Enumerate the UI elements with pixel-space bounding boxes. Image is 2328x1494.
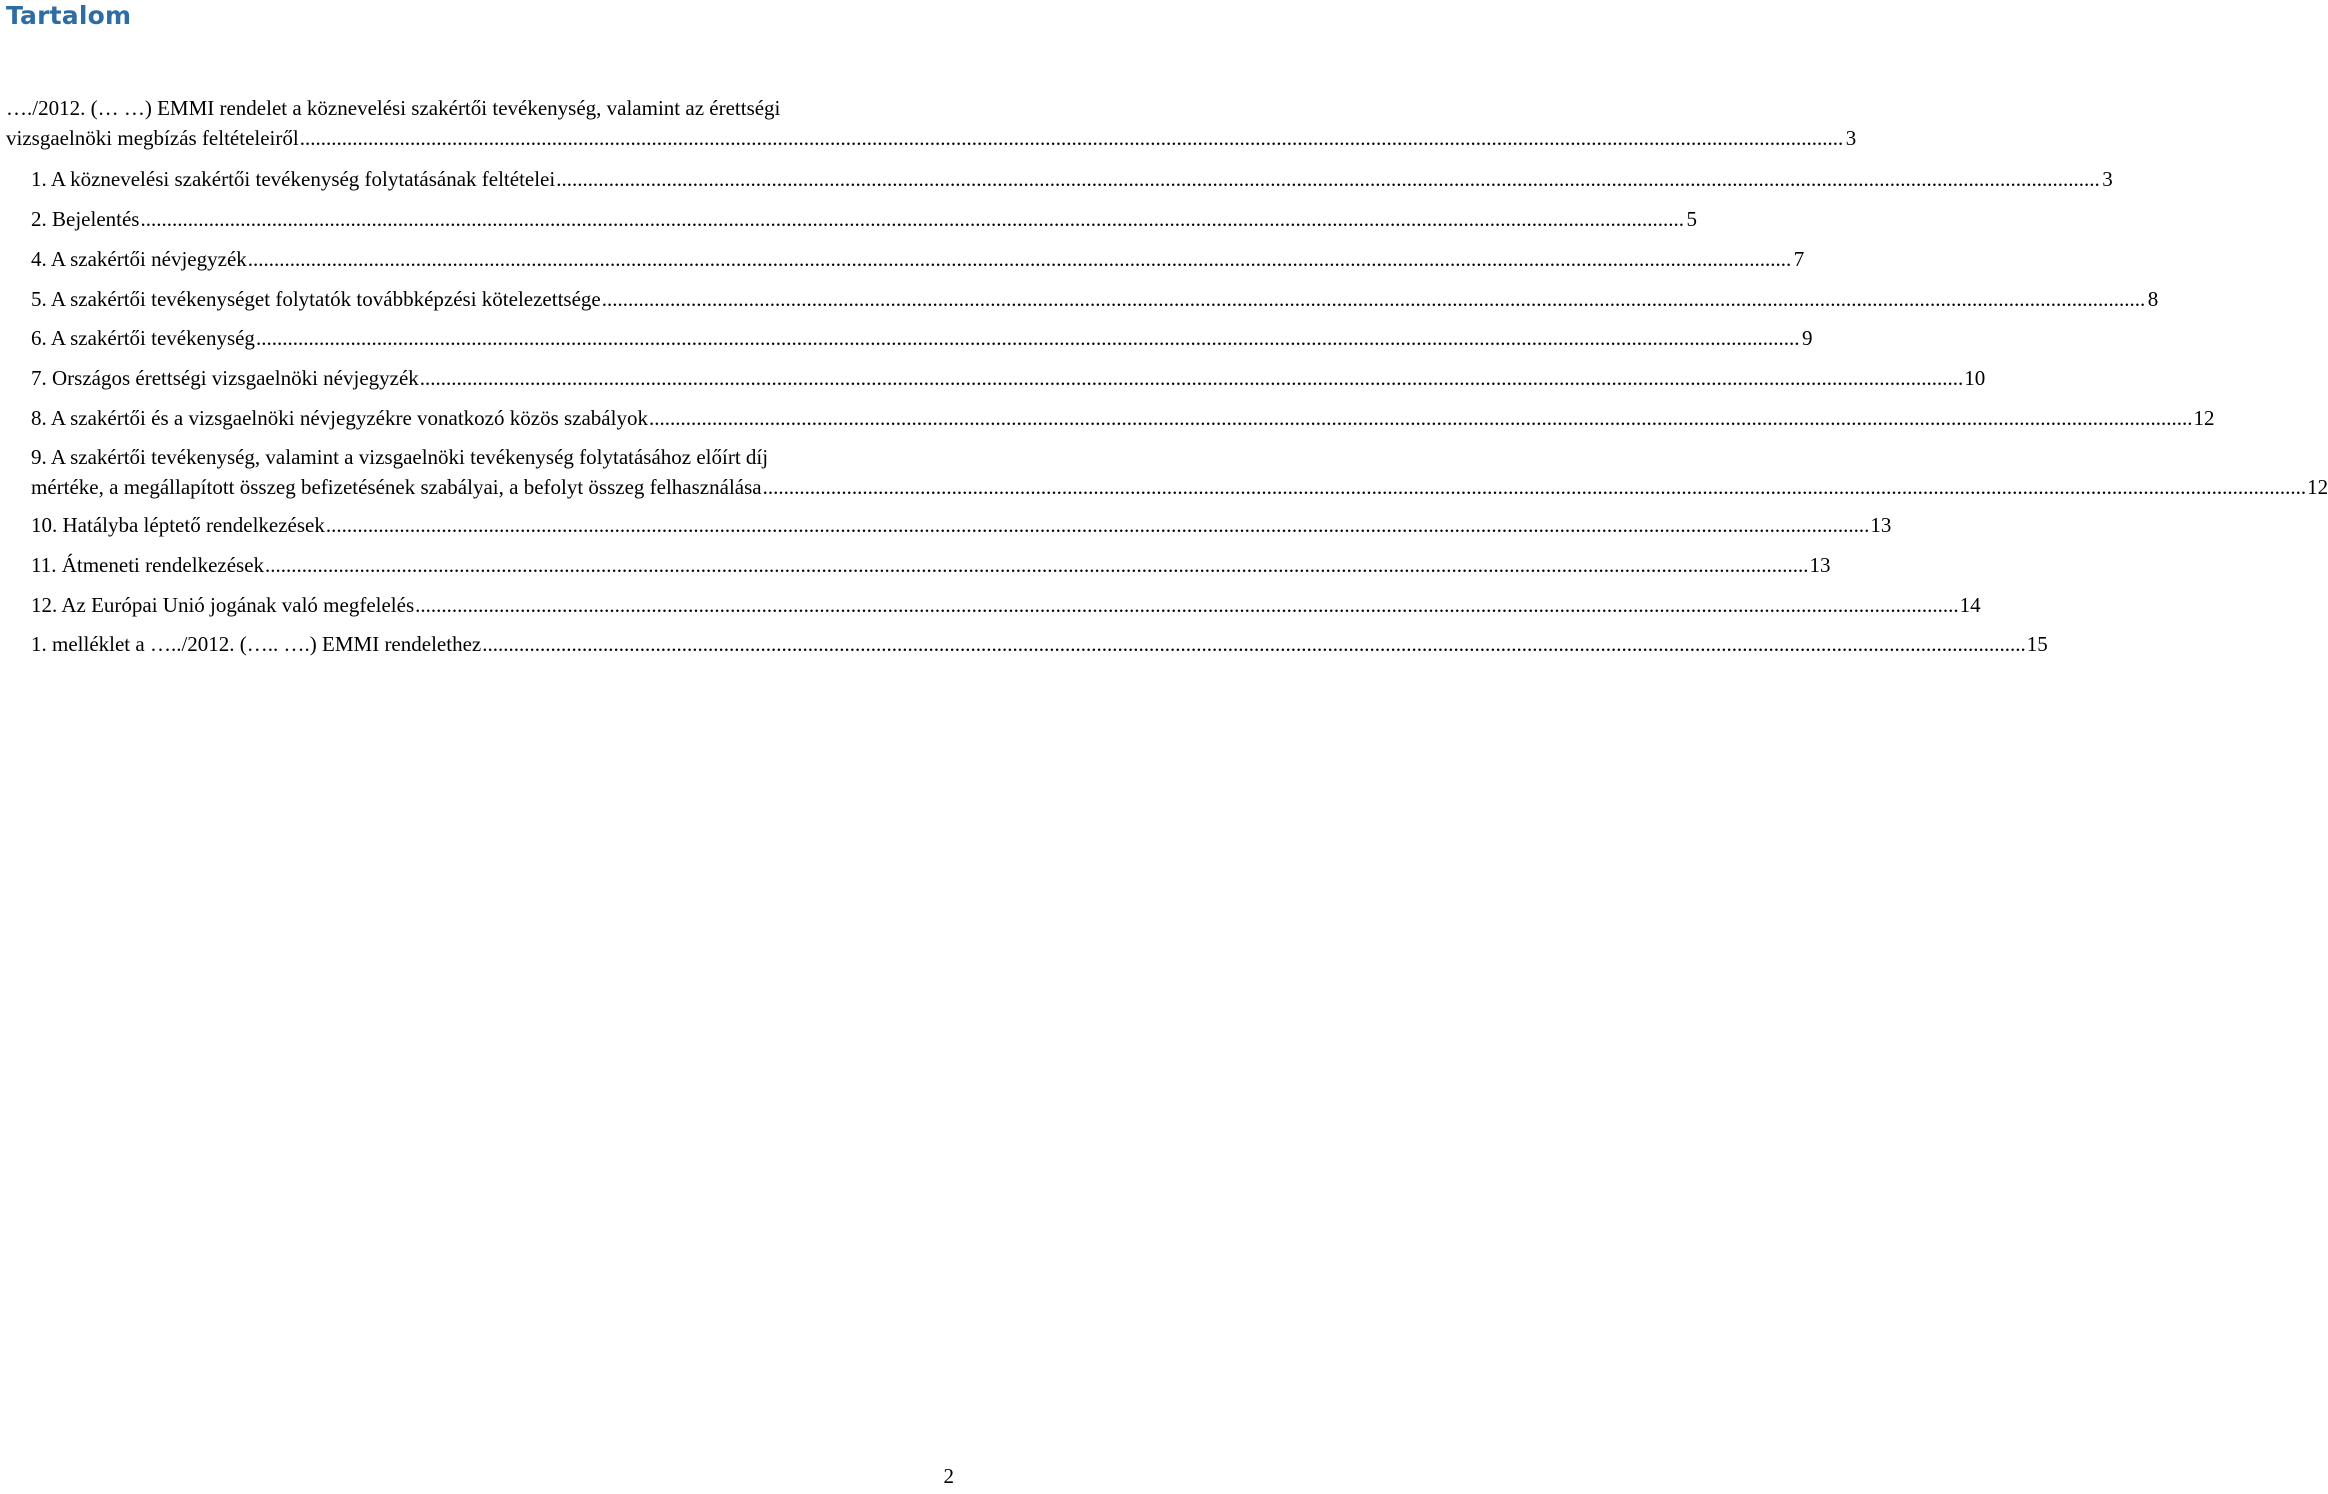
toc-entry-2[interactable]	[31, 204, 1697, 234]
toc-entry-text: 4. A szakértői névjegyzék	[31, 247, 247, 271]
toc-entry-page: 13	[1870, 513, 1892, 537]
toc-entry-page: 15	[2026, 632, 2048, 656]
toc-dot-leader	[256, 323, 1800, 353]
page-number: 2	[943, 1464, 954, 1488]
toc-entry-page: 5	[1686, 207, 1697, 231]
toc-entry-text: 7. Országos érettségi vizsgaelnöki névjegyzék	[31, 366, 419, 390]
toc-entry-text: 6. A szakértői tevékenység	[31, 326, 255, 350]
toc-entry-page: 14	[1959, 593, 1981, 617]
toc-entry-page: 8	[2147, 287, 2159, 311]
toc-entry-text: 8. A szakértői és a vizsgaelnöki névjegyzékre vonatkozó közös szabályok	[31, 406, 648, 430]
toc-entry-6[interactable]	[31, 323, 1813, 353]
toc-dot-leader	[602, 284, 2146, 314]
toc-entry-text: 11. Átmeneti rendelkezések	[31, 553, 265, 577]
toc-entry-page: 12	[2193, 406, 2215, 430]
toc-dot-leader	[140, 204, 1684, 234]
toc-entry-9[interactable]	[31, 442, 2328, 502]
toc-entry-page: 7	[1793, 247, 1805, 271]
toc-dot-leader	[649, 403, 2193, 433]
toc-entry-preamble[interactable]	[6, 93, 1857, 153]
toc-heading: Tartalom	[6, 1, 132, 30]
toc-entry-text: 12. Az Európai Unió jogának való megfelelés	[31, 593, 415, 617]
toc-dot-leader	[300, 123, 1844, 153]
toc-entry-page: 3	[2102, 167, 2113, 191]
toc-dot-leader	[763, 472, 2307, 502]
toc-entry-7[interactable]	[31, 363, 1986, 393]
toc-entry-text: 1. A köznevelési szakértői tevékenység folytatásának feltételei	[31, 167, 556, 191]
toc-entry-text: 2. Bejelentés	[31, 207, 140, 231]
toc-entry-10[interactable]	[31, 510, 1892, 540]
toc-dot-leader	[482, 629, 2026, 659]
toc-entry-page: 9	[1801, 326, 1813, 350]
toc-dot-leader	[326, 510, 1870, 540]
toc-entry-text: 5. A szakértői tevékenységet folytatók továbbképzési kötelezettsége	[31, 287, 601, 311]
toc-dot-leader	[265, 550, 1809, 580]
toc-entry-page: 13	[1809, 553, 1831, 577]
toc-entry-text: 9. A szakértői tevékenység, valamint a vizsgaelnöki tevékenység folytatásához előírt díj	[31, 445, 769, 469]
toc-dot-leader	[415, 590, 1959, 620]
toc-entry-annex-1[interactable]	[31, 629, 2048, 659]
toc-entry-4[interactable]	[31, 244, 1805, 274]
toc-entry-1[interactable]	[31, 164, 2113, 194]
toc-entry-11[interactable]	[31, 550, 1831, 580]
toc-entry-text-continued: vizsgaelnöki megbízás feltételeiről	[6, 126, 299, 150]
toc-entry-text: 10. Hatályba léptető rendelkezések	[31, 513, 325, 537]
toc-entry-text-continued: mértéke, a megállapított összeg befizetésének szabályai, a befolyt összeg felhasználása	[31, 475, 762, 499]
toc-entry-text: …./2012. (… …) EMMI rendelet a köznevelési szakértői tevékenység, valamint az érettségi	[6, 96, 781, 120]
toc-entry-8[interactable]	[31, 403, 2215, 433]
toc-entry-page: 12	[2307, 475, 2328, 499]
toc-dot-leader	[556, 164, 2100, 194]
toc-dot-leader	[420, 363, 1964, 393]
toc-entry-page: 10	[1964, 366, 1986, 390]
toc-entry-text: 1. melléklet a …../2012. (….. ….) EMMI rendelethez	[31, 632, 482, 656]
toc-entry-12[interactable]	[31, 590, 1981, 620]
toc-entry-5[interactable]	[31, 284, 2159, 314]
toc-entry-page: 3	[1845, 126, 1857, 150]
toc-dot-leader	[248, 244, 1792, 274]
